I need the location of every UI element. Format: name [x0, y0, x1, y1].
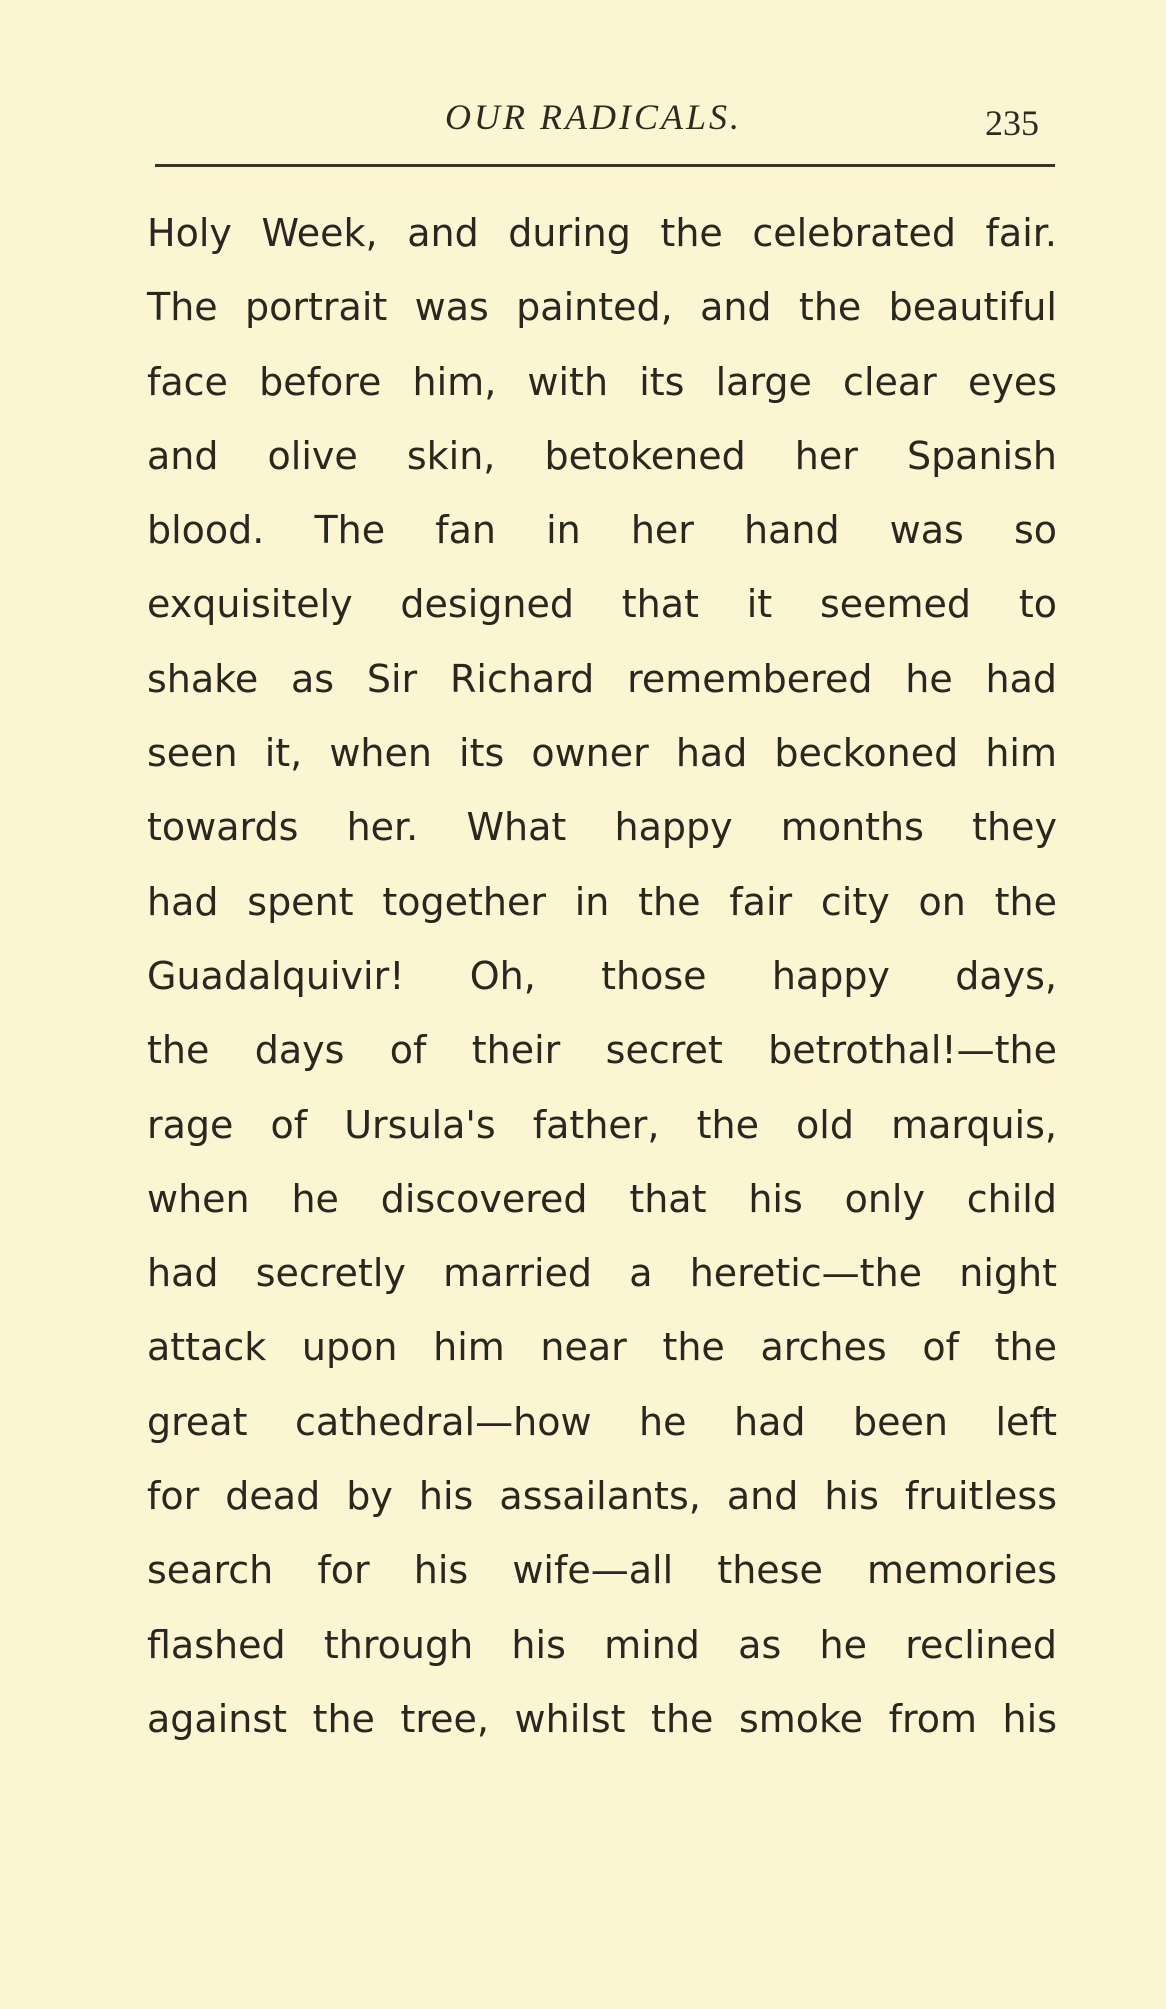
running-head [0, 96, 1166, 146]
text-line: flashed through his mind as he reclined [147, 1622, 1057, 1667]
text-line: and olive skin, betokened her Spanish [147, 433, 1057, 478]
page-number: 235 [985, 103, 1039, 143]
header-rule [155, 164, 1055, 167]
text-line: search for his wife—all these memories [147, 1548, 1057, 1593]
text-line: the days of their secret betrothal!—the [147, 1028, 1057, 1073]
text-line: had spent together in the fair city on the [147, 879, 1057, 924]
text-line: seen it, when its owner had beckoned him [147, 731, 1057, 776]
text-line: for dead by his assailants, and his fruitless [147, 1474, 1057, 1519]
text-line: Holy Week, and during the celebrated fair. [147, 211, 1057, 255]
text-line: Guadalquivir! Oh, those happy days, [147, 953, 1057, 998]
running-title: OUR RADICALS. [445, 97, 742, 137]
text-line: towards her. What happy months they [147, 805, 1057, 850]
body-text [147, 196, 1057, 1756]
text-line: shake as Sir Richard remembered he had [147, 656, 1057, 701]
text-line: attack upon him near the arches of the [147, 1325, 1057, 1370]
text-line: great cathedral—how he had been left [147, 1399, 1057, 1444]
text-line: face before him, with its large clear eyes [147, 359, 1057, 404]
text-line: had secretly married a heretic—the night [147, 1251, 1057, 1296]
text-line: when he discovered that his only child [147, 1176, 1057, 1221]
text-line: exquisitely designed that it seemed to [147, 582, 1057, 627]
text-line: The portrait was painted, and the beautiful [147, 285, 1057, 330]
text-line: rage of Ursula's father, the old marquis, [147, 1102, 1057, 1147]
text-line: against the tree, whilst the smoke from his [147, 1696, 1057, 1741]
text-line: blood. The fan in her hand was so [147, 508, 1057, 553]
